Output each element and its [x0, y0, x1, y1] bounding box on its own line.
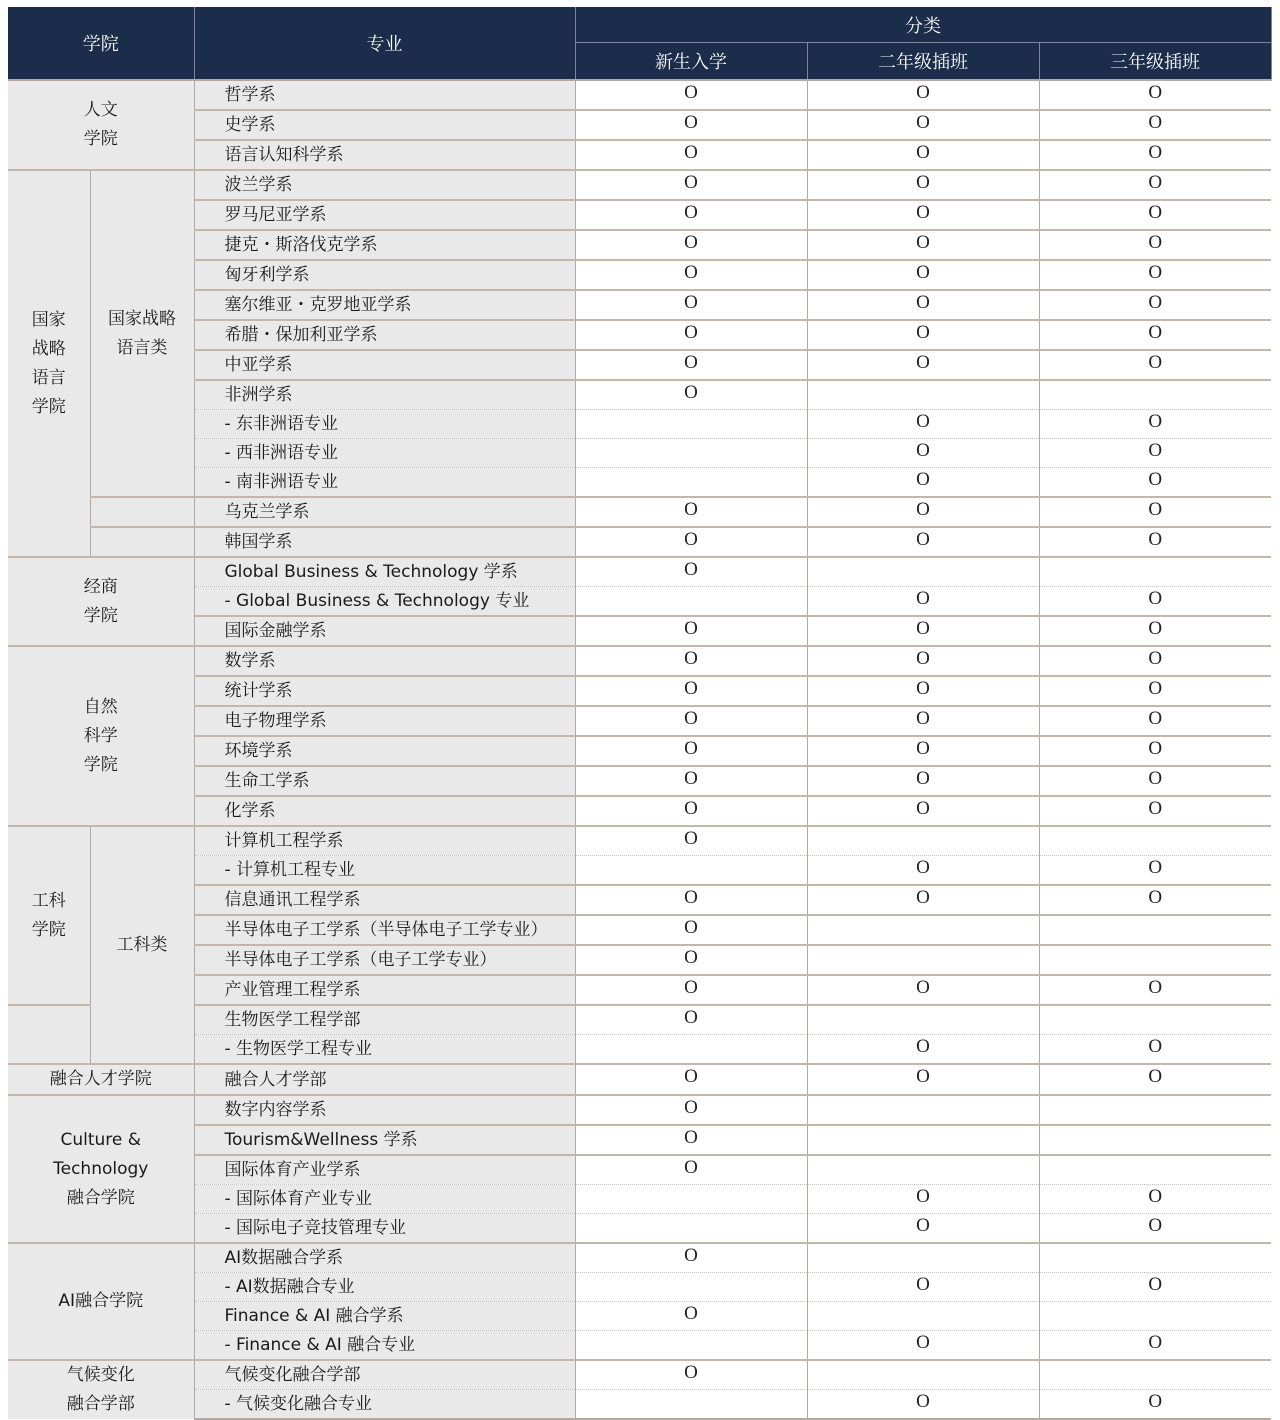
third-year-mark: O — [1039, 646, 1271, 676]
college-cell — [8, 80, 194, 170]
major-name: AI数据融合学系 — [194, 1243, 575, 1273]
college-cell — [8, 557, 194, 646]
major-name: 史学系 — [194, 110, 575, 140]
freshman-mark: O — [575, 200, 807, 230]
table-row — [8, 80, 1271, 110]
second-year-mark: O — [807, 1390, 1039, 1420]
third-year-mark: O — [1039, 975, 1271, 1005]
third-year-mark: O — [1039, 706, 1271, 736]
freshman-mark: O — [575, 915, 807, 945]
third-year-mark: O — [1039, 110, 1271, 140]
college-name-line: Technology — [53, 1158, 149, 1179]
college-cell — [8, 1064, 194, 1095]
second-year-mark: O — [807, 587, 1039, 617]
second-year-mark: O — [807, 200, 1039, 230]
freshman-mark — [575, 587, 807, 617]
college-name-line: 学院 — [83, 754, 118, 775]
table-header — [8, 7, 1271, 80]
second-year-mark: O — [807, 230, 1039, 260]
second-year-mark — [807, 915, 1039, 945]
table-row — [8, 110, 1271, 140]
third-year-mark — [1039, 1155, 1271, 1185]
major-name: 产业管理工程学系 — [194, 975, 575, 1005]
college-cell — [90, 497, 194, 527]
freshman-mark: O — [575, 320, 807, 350]
second-year-mark — [807, 1125, 1039, 1155]
second-year-mark: O — [807, 80, 1039, 110]
second-year-mark: O — [807, 468, 1039, 498]
freshman-mark: O — [575, 110, 807, 140]
college-name-line: 学院 — [83, 605, 118, 626]
major-name: - Global Business & Technology 专业 — [194, 587, 575, 617]
second-year-mark — [807, 1360, 1039, 1390]
second-year-mark: O — [807, 676, 1039, 706]
college-name-line: 融合学部 — [66, 1394, 135, 1414]
third-year-mark: O — [1039, 80, 1271, 110]
college-name-line: 语言 — [31, 367, 66, 388]
college-name-line: 经商 — [83, 576, 118, 597]
table-row — [8, 410, 1271, 439]
freshman-mark — [575, 856, 807, 886]
header-second-year-transfer: 二年级插班 — [807, 43, 1039, 81]
table-row — [8, 587, 1271, 617]
freshman-mark: O — [575, 380, 807, 410]
second-year-mark — [807, 557, 1039, 587]
table-row — [8, 1331, 1271, 1361]
table-row — [8, 170, 1271, 200]
table-row — [8, 1035, 1271, 1065]
third-year-mark — [1039, 557, 1271, 587]
college-name-line: 国家战略 — [108, 308, 176, 329]
major-name: 化学系 — [194, 796, 575, 826]
major-name: 希腊・保加利亚学系 — [194, 320, 575, 350]
table-row — [8, 1214, 1271, 1244]
college-cell — [8, 1243, 194, 1360]
college-cell — [90, 527, 194, 557]
table-row — [8, 350, 1271, 380]
second-year-mark: O — [807, 290, 1039, 320]
college-name-line: 科学 — [83, 725, 118, 746]
college-cell — [8, 826, 90, 1005]
second-year-mark: O — [807, 616, 1039, 646]
major-name: Global Business & Technology 学系 — [194, 557, 575, 587]
third-year-mark — [1039, 945, 1271, 975]
third-year-mark: O — [1039, 350, 1271, 380]
freshman-mark: O — [575, 350, 807, 380]
third-year-mark: O — [1039, 200, 1271, 230]
major-name: - 计算机工程专业 — [194, 856, 575, 886]
table-row — [8, 140, 1271, 170]
third-year-mark: O — [1039, 1185, 1271, 1214]
major-name: 数字内容学系 — [194, 1095, 575, 1125]
third-year-mark: O — [1039, 616, 1271, 646]
college-cell — [8, 170, 90, 557]
table-row — [8, 497, 1271, 527]
major-name: 半导体电子工学系（电子工学专业） — [194, 945, 575, 975]
table-row — [8, 676, 1271, 706]
table-row — [8, 468, 1271, 498]
second-year-mark — [807, 945, 1039, 975]
header-third-year-transfer: 三年级插班 — [1039, 43, 1271, 81]
third-year-mark: O — [1039, 736, 1271, 766]
table-row — [8, 230, 1271, 260]
third-year-mark — [1039, 1095, 1271, 1125]
table-row — [8, 320, 1271, 350]
major-name: 捷克・斯洛伐克学系 — [194, 230, 575, 260]
second-year-mark: O — [807, 260, 1039, 290]
second-year-mark — [807, 1155, 1039, 1185]
table-row — [8, 856, 1271, 886]
table-row — [8, 1185, 1271, 1214]
freshman-mark — [575, 468, 807, 498]
table-row — [8, 885, 1271, 915]
major-name: 非洲学系 — [194, 380, 575, 410]
freshman-mark: O — [575, 1125, 807, 1155]
freshman-mark: O — [575, 1155, 807, 1185]
major-name: 塞尔维亚・克罗地亚学系 — [194, 290, 575, 320]
freshman-mark: O — [575, 736, 807, 766]
major-name: - AI数据融合专业 — [194, 1273, 575, 1302]
major-name: 融合人才学部 — [194, 1064, 575, 1095]
second-year-mark — [807, 1302, 1039, 1331]
college-name-line: 工科 — [31, 890, 66, 911]
freshman-mark: O — [575, 170, 807, 200]
freshman-mark: O — [575, 676, 807, 706]
third-year-mark — [1039, 1005, 1271, 1035]
freshman-mark — [575, 1390, 807, 1420]
major-name: 国际体育产业学系 — [194, 1155, 575, 1185]
major-name: 乌克兰学系 — [194, 497, 575, 527]
table-row — [8, 766, 1271, 796]
table-row — [8, 1155, 1271, 1185]
freshman-mark: O — [575, 260, 807, 290]
college-name-line: 融合人才学院 — [49, 1069, 152, 1089]
table-row — [8, 290, 1271, 320]
freshman-mark: O — [575, 1360, 807, 1390]
major-name: 波兰学系 — [194, 170, 575, 200]
third-year-mark: O — [1039, 170, 1271, 200]
freshman-mark: O — [575, 766, 807, 796]
college-name-line: 自然 — [83, 696, 118, 717]
header-major: 专业 — [194, 7, 575, 80]
major-name: - Finance & AI 融合专业 — [194, 1331, 575, 1361]
college-cell — [8, 1095, 194, 1243]
second-year-mark: O — [807, 885, 1039, 915]
table-row — [8, 736, 1271, 766]
college-name-line: 气候变化 — [66, 1365, 135, 1385]
freshman-mark — [575, 1331, 807, 1361]
table-row — [8, 706, 1271, 736]
third-year-mark: O — [1039, 1214, 1271, 1244]
freshman-mark: O — [575, 290, 807, 320]
freshman-mark — [575, 439, 807, 468]
second-year-mark: O — [807, 110, 1039, 140]
freshman-mark: O — [575, 796, 807, 826]
freshman-mark: O — [575, 616, 807, 646]
major-name: - 气候变化融合专业 — [194, 1390, 575, 1420]
college-name-line: 人文 — [83, 100, 118, 120]
major-name: 信息通讯工程学系 — [194, 885, 575, 915]
college-name-line: 语言类 — [116, 337, 168, 358]
third-year-mark: O — [1039, 527, 1271, 557]
empty-college-cell — [8, 1005, 90, 1064]
third-year-mark: O — [1039, 587, 1271, 617]
freshman-mark — [575, 1185, 807, 1214]
third-year-mark: O — [1039, 140, 1271, 170]
second-year-mark: O — [807, 1064, 1039, 1095]
freshman-mark: O — [575, 646, 807, 676]
third-year-mark: O — [1039, 468, 1271, 498]
third-year-mark: O — [1039, 1035, 1271, 1065]
second-year-mark: O — [807, 350, 1039, 380]
major-name: 国际金融学系 — [194, 616, 575, 646]
freshman-mark: O — [575, 1095, 807, 1125]
second-year-mark: O — [807, 646, 1039, 676]
college-name-line: 融合学院 — [66, 1187, 135, 1208]
third-year-mark: O — [1039, 1390, 1271, 1420]
table-row — [8, 975, 1271, 1005]
table-row — [8, 1302, 1271, 1331]
college-cell — [90, 826, 194, 1064]
major-name: Finance & AI 融合学系 — [194, 1302, 575, 1331]
second-year-mark — [807, 826, 1039, 856]
college-name-line: 国家 — [31, 309, 66, 330]
second-year-mark: O — [807, 140, 1039, 170]
table-row — [8, 260, 1271, 290]
major-name: - 东非洲语专业 — [194, 410, 575, 439]
major-name: Tourism&Wellness 学系 — [194, 1125, 575, 1155]
second-year-mark — [807, 1095, 1039, 1125]
freshman-mark — [575, 1214, 807, 1244]
college-cell — [8, 1360, 194, 1419]
college-name-line: 学院 — [31, 919, 66, 940]
second-year-mark: O — [807, 1331, 1039, 1361]
table-row — [8, 945, 1271, 975]
major-name: 语言认知科学系 — [194, 140, 575, 170]
freshman-mark — [575, 1273, 807, 1302]
second-year-mark — [807, 1005, 1039, 1035]
third-year-mark: O — [1039, 766, 1271, 796]
admissions-table — [8, 7, 1272, 1420]
second-year-mark: O — [807, 170, 1039, 200]
table-row — [8, 796, 1271, 826]
table-row — [8, 1243, 1271, 1273]
table-row — [8, 616, 1271, 646]
major-name: 中亚学系 — [194, 350, 575, 380]
freshman-mark: O — [575, 1302, 807, 1331]
table-row — [8, 915, 1271, 945]
table-row — [8, 439, 1271, 468]
major-name: 哲学系 — [194, 80, 575, 110]
major-name: 计算机工程学系 — [194, 826, 575, 856]
third-year-mark — [1039, 380, 1271, 410]
table-row — [8, 1273, 1271, 1302]
major-name: 韩国学系 — [194, 527, 575, 557]
header-freshman: 新生入学 — [575, 43, 807, 81]
second-year-mark: O — [807, 856, 1039, 886]
third-year-mark — [1039, 1125, 1271, 1155]
major-name: 气候变化融合学部 — [194, 1360, 575, 1390]
third-year-mark: O — [1039, 320, 1271, 350]
freshman-mark: O — [575, 1243, 807, 1273]
second-year-mark: O — [807, 410, 1039, 439]
third-year-mark — [1039, 1243, 1271, 1273]
major-name: 半导体电子工学系（半导体电子工学专业） — [194, 915, 575, 945]
major-name: 匈牙利学系 — [194, 260, 575, 290]
second-year-mark: O — [807, 1035, 1039, 1065]
college-name-line: Culture & — [60, 1129, 142, 1150]
third-year-mark: O — [1039, 1331, 1271, 1361]
table-row — [8, 527, 1271, 557]
second-year-mark — [807, 1243, 1039, 1273]
third-year-mark: O — [1039, 885, 1271, 915]
freshman-mark: O — [575, 1005, 807, 1035]
table-row — [8, 1390, 1271, 1420]
third-year-mark: O — [1039, 230, 1271, 260]
major-name: - 南非洲语专业 — [194, 468, 575, 498]
table-row — [8, 1360, 1271, 1390]
table-row — [8, 1005, 1271, 1035]
freshman-mark: O — [575, 80, 807, 110]
second-year-mark: O — [807, 527, 1039, 557]
third-year-mark — [1039, 1360, 1271, 1390]
second-year-mark: O — [807, 1214, 1039, 1244]
third-year-mark: O — [1039, 260, 1271, 290]
major-name: 环境学系 — [194, 736, 575, 766]
freshman-mark: O — [575, 230, 807, 260]
freshman-mark: O — [575, 885, 807, 915]
table-row — [8, 1095, 1271, 1125]
header-category: 分类 — [575, 7, 1271, 43]
second-year-mark: O — [807, 320, 1039, 350]
freshman-mark — [575, 410, 807, 439]
freshman-mark: O — [575, 975, 807, 1005]
third-year-mark: O — [1039, 410, 1271, 439]
third-year-mark: O — [1039, 676, 1271, 706]
third-year-mark — [1039, 915, 1271, 945]
second-year-mark: O — [807, 1273, 1039, 1302]
header-college: 学院 — [8, 7, 194, 80]
college-cell — [90, 170, 194, 497]
second-year-mark: O — [807, 1185, 1039, 1214]
major-name: - 国际电子竞技管理专业 — [194, 1214, 575, 1244]
second-year-mark: O — [807, 796, 1039, 826]
college-cell — [8, 646, 194, 826]
major-name: - 生物医学工程专业 — [194, 1035, 575, 1065]
second-year-mark: O — [807, 766, 1039, 796]
second-year-mark: O — [807, 439, 1039, 468]
third-year-mark: O — [1039, 497, 1271, 527]
second-year-mark: O — [807, 706, 1039, 736]
second-year-mark: O — [807, 497, 1039, 527]
third-year-mark: O — [1039, 1064, 1271, 1095]
major-name: - 西非洲语专业 — [194, 439, 575, 468]
major-name: 罗马尼亚学系 — [194, 200, 575, 230]
major-name: - 国际体育产业专业 — [194, 1185, 575, 1214]
freshman-mark: O — [575, 706, 807, 736]
third-year-mark — [1039, 826, 1271, 856]
table-row — [8, 1064, 1271, 1095]
major-name: 统计学系 — [194, 676, 575, 706]
third-year-mark: O — [1039, 1273, 1271, 1302]
table-row — [8, 200, 1271, 230]
table-row — [8, 1125, 1271, 1155]
freshman-mark: O — [575, 497, 807, 527]
third-year-mark — [1039, 1302, 1271, 1331]
second-year-mark: O — [807, 975, 1039, 1005]
third-year-mark: O — [1039, 290, 1271, 320]
freshman-mark: O — [575, 945, 807, 975]
table-row — [8, 380, 1271, 410]
table-row — [8, 557, 1271, 587]
third-year-mark: O — [1039, 796, 1271, 826]
major-name: 生物医学工程学部 — [194, 1005, 575, 1035]
college-name-line: AI融合学院 — [58, 1291, 144, 1311]
freshman-mark: O — [575, 557, 807, 587]
freshman-mark: O — [575, 140, 807, 170]
college-name-line: 学院 — [83, 129, 118, 149]
second-year-mark — [807, 380, 1039, 410]
college-name-line: 战略 — [31, 338, 66, 359]
second-year-mark: O — [807, 736, 1039, 766]
freshman-mark: O — [575, 527, 807, 557]
freshman-mark — [575, 1035, 807, 1065]
third-year-mark: O — [1039, 856, 1271, 886]
freshman-mark: O — [575, 826, 807, 856]
major-name: 生命工学系 — [194, 766, 575, 796]
table-row — [8, 826, 1271, 856]
table-body — [8, 80, 1271, 1419]
table-row — [8, 646, 1271, 676]
freshman-mark: O — [575, 1064, 807, 1095]
major-name: 电子物理学系 — [194, 706, 575, 736]
third-year-mark: O — [1039, 439, 1271, 468]
college-name-line: 工科类 — [116, 934, 168, 955]
major-name: 数学系 — [194, 646, 575, 676]
college-name-line: 学院 — [31, 396, 66, 417]
